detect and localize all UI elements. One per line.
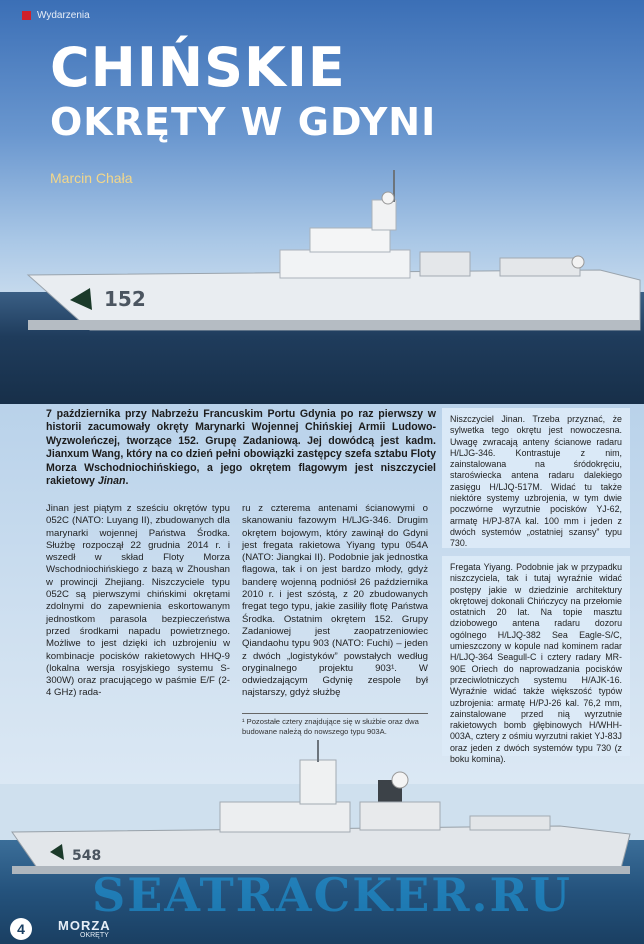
title-line-2: OKRĘTY W GDYNI — [50, 100, 437, 144]
hull-number-top: 152 — [104, 287, 146, 311]
lead-ship-name: Jinan — [97, 475, 126, 488]
page-number: 4 — [10, 918, 32, 940]
caption-box-jinan: Niszczyciel Jinan. Trzeba przyznać, że sylwetka tego okrętu jest nowoczesna. Uwagę zwracają anteny ścianowe radaru H/LJG-346. Kontrastuje z nim, zainstalowana na śródokręciu, staroświecka antena radaru dalekiego zasięgu H/LJQ-517M. Widać tu także niektóre systemy uzbrojenia, w tym dwie poczwórne wyrzutnie pocisków YJ-62, armatę H/PJ-87A kal. 100 mm i jeden z dwóch systemów „ostatniej szansy” typu 730. — [442, 408, 630, 548]
section-tag — [22, 10, 90, 21]
author: Marcin Chała — [50, 170, 133, 186]
magazine-logo: MORZA — [58, 918, 111, 933]
destroyer-jinan-photo — [0, 170, 644, 340]
caption-box-yiyang: Fregata Yiyang. Podobnie jak w przypadku niszczyciela, tak i tutaj wyraźnie widać postępy jakie w dziedzinie architektury okrętowej dokonali Chińczycy na przełomie ostatnich 20 lat. Na topie masztu dziobowego antena radaru dozoru ogólnego H/LJQ-382 Sea Eagle-S/C, umieszczony w kopule nad kominem radar H/LJQ-364 Seagull-C i cztery radary MR-90E Oriech do naprowadzania pocisków przeciwlotniczych systemu H/AJK-16. Wyraźnie widać także większość typów uzbrojenia: armatę H/PJ-26 kal. 76,2 mm, zainstalowane przed nią wyrzutnie rakietowych bomb głębinowych H/WHH-003A, cztery z ośmiu wyrzutni rakiet YJ-83J oraz jeden z dwóch systemów typu 730 (z boku komina). — [442, 556, 630, 756]
watermark: SEATRACKER.RU — [92, 868, 572, 922]
lead-text: 7 października przy Nabrzeżu Francuskim Portu Gdynia po raz pierwszy w historii zacumowały okręty Marynarki Wojennej Chińskiej Armii Ludowo-Wyzwoleńczej, tworzące 152. Grupę Zadaniową. Jej dowódcą jest kadm. Jianxum Wang, który na co dzień pełni obowiązki zastępcy szefa sztabu Floty Morza Wschodniochińskiego, a jego okrętem flagowym jest niszczyciel rakietowy — [46, 408, 436, 488]
section-label: Wydarzenia — [37, 10, 90, 21]
article-title — [50, 38, 436, 146]
footnote: ¹ Pozostałe cztery znajdujące się w służbie oraz dwa budowane należą do nowszego typu 903A. — [242, 713, 428, 736]
body-column-2: ru z czterema antenami ścianowymi o skanowaniu fazowym H/LJG-346. Drugim okrętem bojowym, który zawinął do Gdyni jest fregata rakietowa Yiyang typu 054A (NATO: Jiangkai II). Podobnie jak jednostka flagowa, tak i on jest bardzo młody, gdyż banderę wojenną podniósł 26 października 2010 r. i jest szóstą, z 20 zbudowanych fregat tego typu, jakie zasiliły flotę Państwa Środka. Ostatnim okrętem 152. Grupy Zadaniowej jest zaopatrzeniowiec Qiandaohu typu 903 (NATO: Fuchi) – jeden z dwóch „logistyków” powstałych według oryginalnego projektu 903¹. W odwiedzającym Gdynię zespole był najstarszy, gdyż służbę — [242, 503, 428, 699]
hull-number-bottom: 548 — [72, 848, 102, 864]
section-marker-icon — [22, 11, 31, 20]
body-column-1: Jinan jest piątym z sześciu okrętów typu 052C (NATO: Luyang II), zbudowanych dla marynarki wojennej Państwa Środka. Służbę rozpoczął 22 grudnia 2014 r. i wszedł w skład Floty Morza Wschodniochińskiego z bazą w Zhoushan w prowincji Zhejiang. Niszczyciele typu 052C są pierwszymi chińskimi okrętami zdolnymi do zapewnienia eskortowanym jednostkom parasola bezpieczeństwa przed środkami napadu powietrznego. Możliwe to jest dzięki ich uzbrojeniu w kombinacje pocisków rakietowych HHQ-9 (lokalna wersja rosyjskiego systemu S-300W) oraz pracującego w paśmie E/F (2-4 GHz) rada- — [46, 503, 230, 699]
frigate-yiyang-photo — [0, 740, 644, 880]
lead-paragraph — [46, 408, 436, 488]
magazine-logo-sub: OKRĘTY — [80, 932, 109, 939]
lead-end: . — [125, 475, 129, 488]
title-line-1: CHIŃSKIE — [50, 36, 346, 99]
